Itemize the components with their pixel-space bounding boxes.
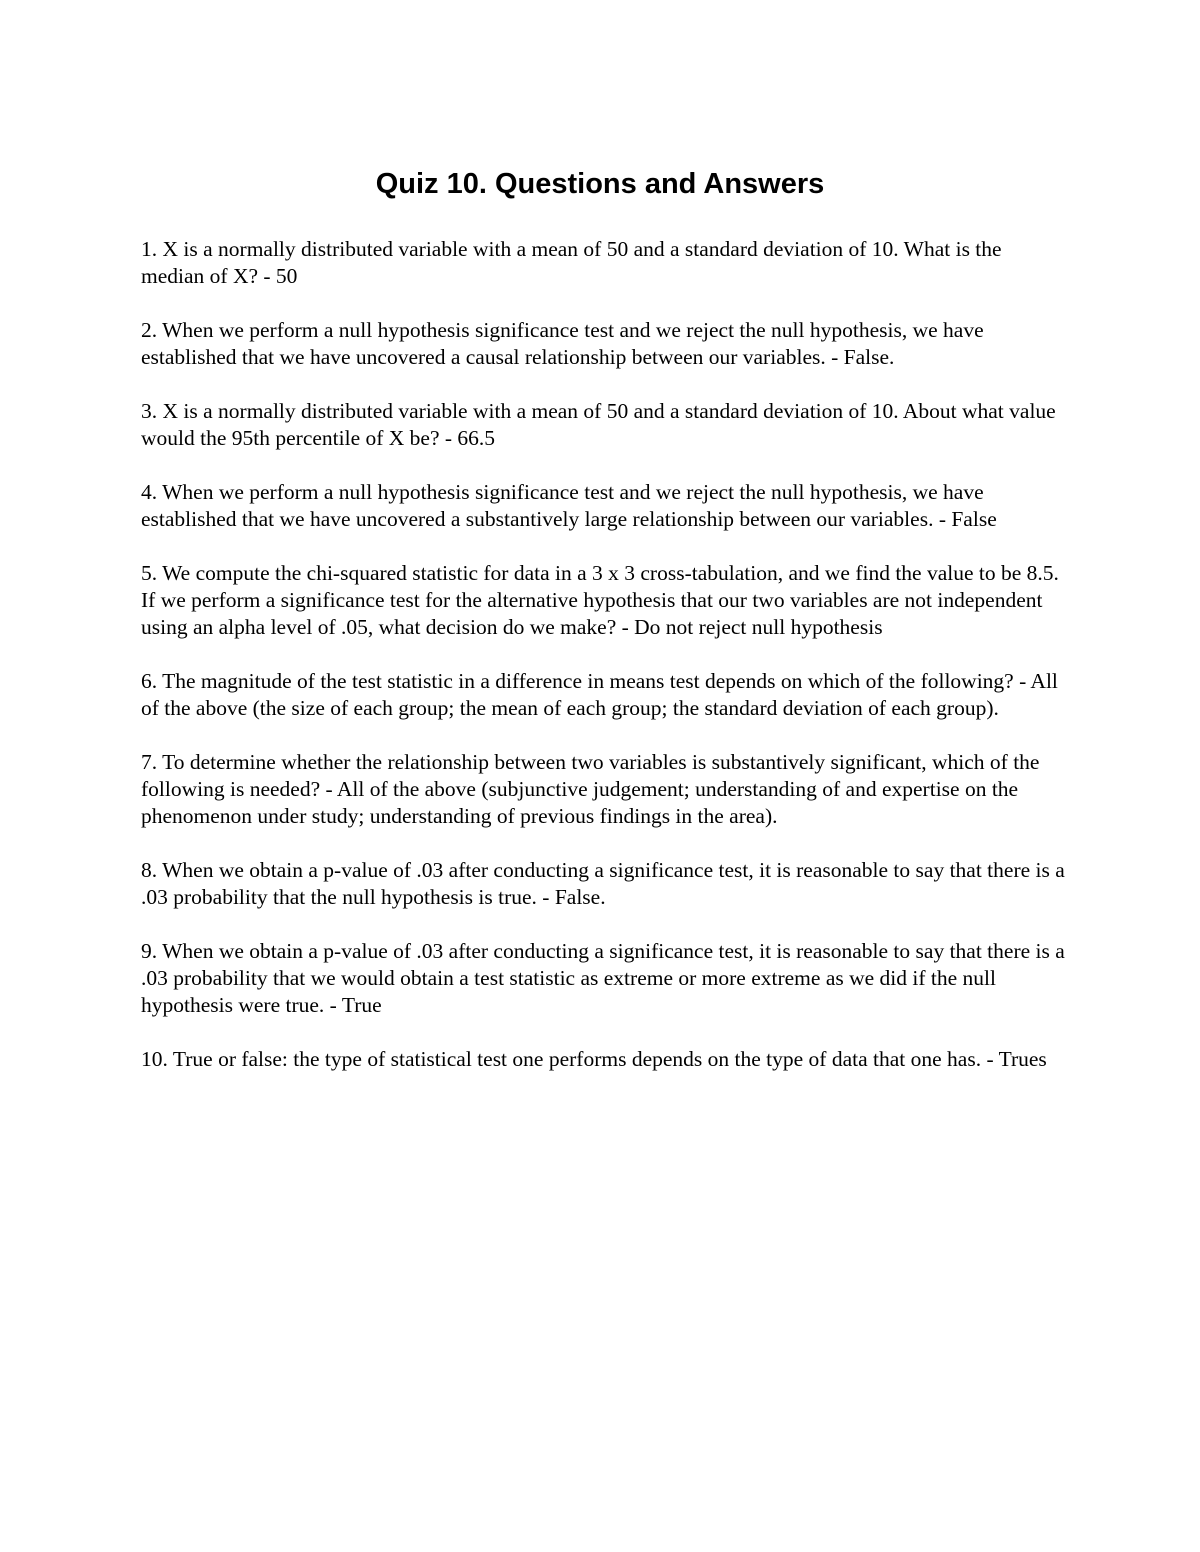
question-7: 7. To determine whether the relationship between two variables is substantively significant, which of the following is needed? - All of the above (subjunctive judgement; understanding of and expertise on the phenomenon under study; understanding of previous findings in the area).: [141, 750, 1040, 828]
question-3: 3. X is a normally distributed variable with a mean of 50 and a standard deviation of 10. About what value would the 95th percentile of X be? - 66.5: [141, 399, 1056, 450]
question-2: 2. When we perform a null hypothesis significance test and we reject the null hypothesis, we have established that we have uncovered a causal relationship between our variables. - False.: [141, 318, 984, 369]
question-list: [141, 236, 1066, 1100]
question-5: 5. We compute the chi-squared statistic for data in a 3 x 3 cross-tabulation, and we find the value to be 8.5. If we perform a significance test for the alternative hypothesis that our two variables are not independent using an alpha level of .05, what decision do we make? - Do not reject null hypothesis: [141, 561, 1059, 639]
question-4: 4. When we perform a null hypothesis significance test and we reject the null hypothesis, we have established that we have uncovered a substantively large relationship between our variables. - False: [141, 480, 997, 531]
question-10: 10. True or false: the type of statistical test one performs depends on the type of data that one has. - Trues: [141, 1047, 1047, 1071]
document-title: Quiz 10. Questions and Answers: [375, 168, 825, 200]
question-6: 6. The magnitude of the test statistic in a difference in means test depends on which of the following? - All of the above (the size of each group; the mean of each group; the standard deviation of each group).: [141, 669, 1058, 720]
question-9: 9. When we obtain a p-value of .03 after conducting a significance test, it is reasonable to say that there is a .03 probability that we would obtain a test statistic as extreme or more extreme as we did if the null hypothesis were true. - True: [141, 939, 1065, 1017]
question-8: 8. When we obtain a p-value of .03 after conducting a significance test, it is reasonable to say that there is a .03 probability that the null hypothesis is true. - False.: [141, 858, 1065, 909]
question-1: 1. X is a normally distributed variable with a mean of 50 and a standard deviation of 10. What is the median of X? - 50: [141, 237, 1002, 288]
